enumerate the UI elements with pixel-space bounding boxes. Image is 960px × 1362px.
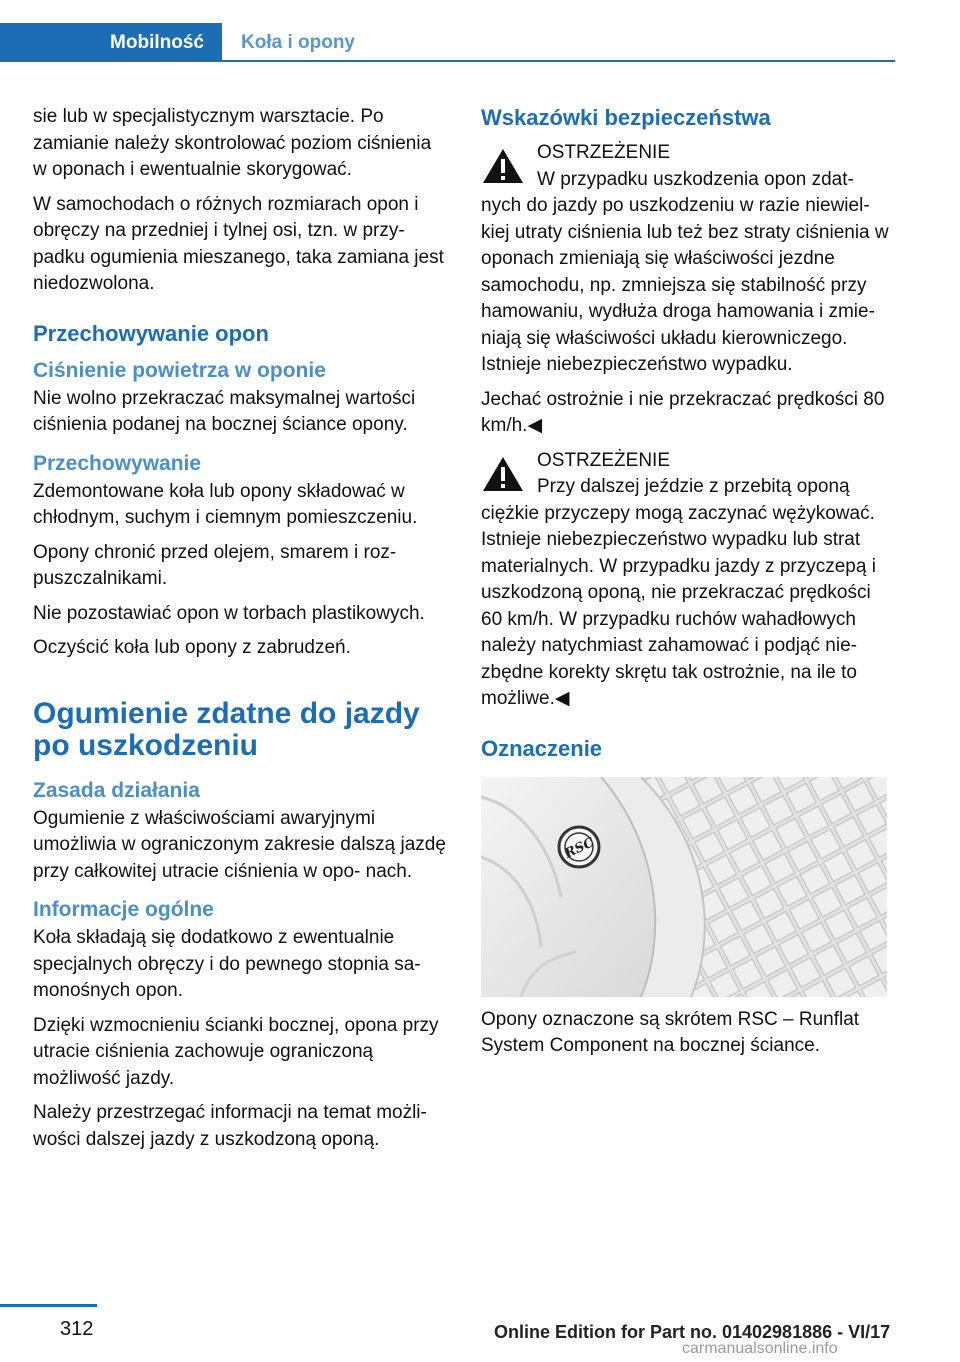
watermark: carmanualsonline.info bbox=[682, 1340, 838, 1357]
paragraph: Ogumienie z właściwościami awaryjnymi umożliwia w ograniczonym zakresie dalszą jazdę przy całkowitej utracie ciśnienia w opo‐ nach. bbox=[33, 807, 446, 882]
subheading-general: Informacje ogólne bbox=[33, 898, 214, 921]
warning-triangle-icon bbox=[481, 146, 525, 186]
tab-wheels-tires[interactable]: Koła i opony bbox=[241, 31, 355, 53]
paragraph: Nie wolno przekraczać maksymalnej wartości ciśnienia podanej na bocznej ściance opony. bbox=[33, 387, 416, 435]
warning-text: W przypadku uszkodzenia opon zdat‐ nych do jazdy po uszkodzeniu w razie niewiel‐ kiej utraty ciśnienia lub też bez straty ciśnienia w oponach zmieniają się właściwości jezdne samochodu, np. zmniejsza się stabilność przy hamowaniu, wydłuża droga hamowania i zmie‐ niają się właściwości układu kierowniczego. Istnieje niebezpieczeństwo wypadku. bbox=[481, 168, 889, 375]
paragraph: Koła składają się dodatkowo z ewentualnie specjalnych obręczy i do pewnego stopnia sa‐ monośnych opon. bbox=[33, 927, 421, 1001]
warning-triangle-icon bbox=[481, 454, 525, 494]
paragraph: Dzięki wzmocnieniu ścianki bocznej, opona przy utracie ciśnienia zachowuje ograniczoną możliwość jazdy. bbox=[33, 1014, 439, 1089]
image-caption: Opony oznaczone są skrótem RSC – Runflat System Component na bocznej ściance. bbox=[481, 1008, 860, 1056]
right-column bbox=[481, 104, 895, 1068]
page-number: 312 bbox=[60, 1318, 94, 1340]
subheading-pressure: Ciśnienie powietrza w oponie bbox=[33, 358, 326, 382]
warning-title: OSTRZEŻENIE bbox=[537, 142, 671, 163]
warning-block bbox=[481, 448, 895, 713]
paragraph: Należy przestrzegać informacji na temat możli‐ wości dalszej jazdy z uszkodzoną oponą. bbox=[33, 1102, 427, 1150]
subheading-storing: Przechowywanie bbox=[33, 451, 202, 475]
paragraph: Nie pozostawiać opon w torbach plastikowych. bbox=[33, 602, 425, 624]
section-heading-storage: Przechowywanie opon bbox=[33, 320, 269, 346]
subheading-principle: Zasada działania bbox=[33, 778, 200, 802]
paragraph: Jechać ostrożnie i nie przekraczać prędkości 80 km/h.◀ bbox=[481, 388, 885, 436]
left-column bbox=[33, 104, 447, 1161]
page-number-bar bbox=[0, 1304, 97, 1307]
rsc-logo-text: RSC bbox=[562, 834, 597, 862]
paragraph: W samochodach o różnych rozmiarach opon i obręczy na przedniej i tylnej osi, tzn. w przy‐ padku ogumienia mieszanego, taka zamiana jest niedozwolona. bbox=[33, 193, 444, 294]
chapter-heading-runflat: Ogumienie zdatne do jazdy po uszkodzeniu bbox=[33, 696, 420, 762]
tire-rsc-marking-illustration bbox=[481, 777, 887, 997]
paragraph: Opony chronić przed olejem, smarem i roz‐ puszczalnikami. bbox=[33, 541, 397, 589]
warning-title: OSTRZEŻENIE bbox=[537, 449, 671, 471]
header-tabs bbox=[0, 23, 895, 63]
paragraph: Oczyścić koła lub opony z zabrudzeń. bbox=[33, 637, 351, 658]
tab-underline bbox=[222, 60, 895, 62]
section-heading-safety: Wskazówki bezpieczeństwa bbox=[481, 105, 771, 130]
paragraph: sie lub w specjalistycznym warsztacie. Po zamianie należy skontrolować poziom ciśnienia w oponach i ewentualnie skorygować. bbox=[33, 106, 432, 180]
section-heading-marking: Oznaczenie bbox=[481, 735, 603, 761]
warning-text: Przy dalszej jeździe z przebitą oponą ciężkie przyczepy mogą zaczynać wężykować. Istnieje niebezpieczeństwo wypadku lub strat materialnych. W przypadku jazdy z przyczepą i uszkodzoną oponą, nie przekraczać prędkości 60 km/h. W przypadku ruchów wahadłowych należy natychmiast zahamować i podjąć nie‐ zbędne korekty skrętu tak ostrożnie, na ile to możliwe.◀ bbox=[481, 476, 876, 709]
paragraph: Zdemontowane koła lub opony składować w chłodnym, suchym i ciemnym pomieszczeniu. bbox=[33, 480, 418, 528]
rsc-logo bbox=[559, 827, 599, 867]
tab-mobility[interactable]: Mobilność bbox=[0, 23, 222, 62]
edition-footer: Online Edition for Part no. 01402981886 - VI/17 bbox=[494, 1322, 891, 1342]
warning-block bbox=[481, 140, 895, 379]
